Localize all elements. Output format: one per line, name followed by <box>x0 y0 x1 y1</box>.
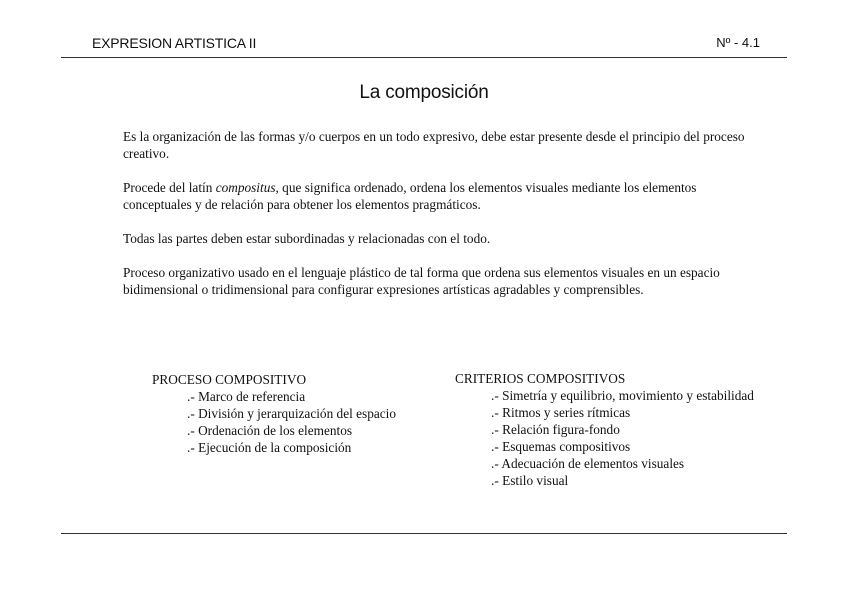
list-item: .- División y jerarquización del espacio <box>187 406 396 421</box>
course-title: EXPRESION ARTISTICA II <box>92 35 257 51</box>
list-item: .- Ejecución de la composición <box>187 440 352 455</box>
criterios-heading: CRITERIOS COMPOSITIVOS <box>455 371 626 386</box>
list-item: .- Ritmos y series rítmicas <box>491 405 631 420</box>
list-item: .- Marco de referencia <box>187 389 306 404</box>
criterios-compositivos-section <box>455 370 754 489</box>
latin-term: compositus <box>215 180 276 195</box>
list-item: .- Relación figura-fondo <box>491 422 620 437</box>
footer-divider <box>61 533 787 534</box>
list-item: .- Estilo visual <box>491 473 569 488</box>
etymology-text-start: Procede del latín <box>123 180 216 195</box>
list-item: .- Simetría y equilibrio, movimiento y estabilidad <box>491 388 754 403</box>
page-title: La composición <box>359 82 489 103</box>
paragraph-etymology <box>123 179 753 213</box>
list-item: .- Esquemas compositivos <box>491 439 631 454</box>
paragraph-definition: Es la organización de las formas y/o cuerpos en un todo expresivo, debe estar presente desde el principio del proceso creativo. <box>123 129 745 161</box>
etymology-text-end: , que significa ordenado, ordena los elementos visuales mediante los elementos conceptuales y de relación para obtener los elementos pragmáticos. <box>123 180 697 212</box>
paragraph-process: Proceso organizativo usado en el lenguaje plástico de tal forma que ordena sus elementos visuales en un espacio bidimensional o tridimensional para configurar expresiones artísticas agradables y comprensibles. <box>123 265 720 297</box>
list-item: .- Ordenación de los elementos <box>187 423 353 438</box>
list-item: .- Adecuación de elementos visuales <box>491 456 685 471</box>
proceso-heading: PROCESO COMPOSITIVO <box>152 372 307 387</box>
body-text <box>123 128 753 315</box>
sheet-number: Nº - 4.1 <box>716 35 760 50</box>
proceso-list <box>152 388 396 456</box>
paragraph-subordination: Todas las partes deben estar subordinadas y relacionadas con el todo. <box>123 231 491 246</box>
proceso-compositivo-section <box>152 371 396 456</box>
criterios-list <box>455 387 754 489</box>
header-divider <box>61 57 787 58</box>
